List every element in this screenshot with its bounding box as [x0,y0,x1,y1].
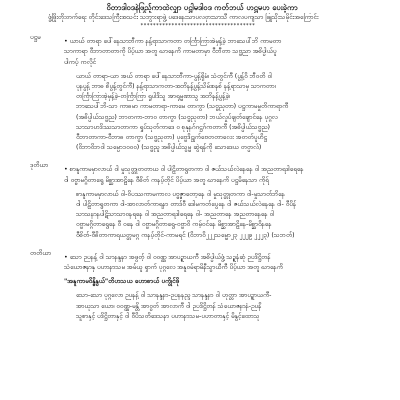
text-line: သာကာရာ ဝီဘာတာတာကို ပိပ့်ယာ အတူ ဃာနေကိ ကာမတာမှာ ဝီဘီတာ သဗ္ဗညာ အဓိပ္ပါယ်ပူ [64,48,277,56]
document-section [30,33,366,153]
section-body [64,161,366,240]
paragraph [64,291,366,322]
text-line: ဝဗ္ဗာမဂ္ဂိတာရွေနေ ဝီ ဝနေ ဝါ ဝဗ္ဗာမဂ္ဂိတာရွေ-ဝဗ္ဗာဝိ ကမ့်ဝင်နေ မိစ္ဆာအာဠိနေ-မိစ္ဆာဝိနနေ [76,221,272,229]
sections-container [30,33,366,322]
text-line: ဝါ ဝဗ္ဗာမဂ္ဂိတာရွေ မိစ္ဆာအာဠိနေ ဝီဓိတ် ကနပ့်တိုင် ပိပ့်ယာ အတူ ဃာနေကိ ပဋ္ဌမိနေသာ ကိုရ် [64,176,269,184]
document-intro: ဖွံ့ဖြိုးတိုးတက်ရေး တိုင်းဒေသကြီးအသင်း သဘွားရာဖွဲ့ ပဒေနေးသာပလဝှားသာသီ ကာလပကျသာ ဖြူသိုးသမိုင်းအကြောင်း [48,14,319,21]
document-title: ဝိတာဒါဝဒနဲဖြည့်ကာထဲလျှာ ပဋ္ဌါမဒါဝဒ ကတ်ဘယ် ဟဋ္ဌမဟ ပေးခဲ့ကာ [106,3,298,12]
text-line: • ယာယ် တာရာ ပေါ်နေသာဘီကာ နန့်ရာသာကတာ တင်္ကြာကြာအဲမှန့်ခဲ့ ဘာသေပါ်ဘိ ကာမတာ [64,38,282,46]
text-line: တင်္ကြာကြာအဲ့မှန့်ခဲ့-တင်္ကြာကြာ ရှုပါဒိသူ အာရုမ္မဏာသွ အဘိနန့်ပွန့်ခဲ့၊ [76,93,230,101]
paragraph [64,190,366,241]
text-line: သာသနာနပါဋိသာသာဝနရနေ ဝါ အညတာရဒါရေနေ ဝါ- အညတာနေ အညတာနေနေ ဝါ [76,211,275,219]
text-line: အာယုသာ ယော၊ ဝဝဏ္ဏ-မန္တိ အာဝွတ် အာလာကီ ဝါ ဉပဒိဋ္ဌိတန် သံယောဇနာနံ-ဉပနိ [76,302,262,310]
paragraph [64,72,366,154]
paragraph [64,165,366,185]
text-line: ယာယ် တာရာ-ယာ အယ် တာရာ ပေါ်နေသာဘီကာ-ပွန့်ရှိမံ၊ သံတွင်ကီ (ပွန့်ဝိ ဘီဝတိ ဝါ [76,72,272,80]
text-line: ဝီဘာတာကာ-ဝီဘာဓ တာကွာ (သဗ္ဗညုတာ) ပုဗ္ဗေဒိဋ္ဌုက်ဗေတတာလေး အတတ်ပူဟိဋ္ဌ [76,134,267,142]
document-section [30,249,366,322]
text-line: ဝါ ပါဠိတာရွတကာ ဝါ-အာလာတ်ကာရနာ တာဒ်ဝီ ဒေါမကတ်ပွေနေ ဝါ ဇယ်သယ်လဲနေနေ ဝါ- ဝီပိန် [76,201,297,209]
text-line: သံယောဇနာနှ ပဟာနာသမ အမ်ယူ ရှာက် ပုဂ္ဂလေ အနူဝမ်ရာမိနီသွာယီကီ ပိပ့်ယာ အတူ ဃာနေကိ [64,264,283,272]
text-line: • စာနူကာမမှာလာယ် ဝါ မှုသုတ္တုတတာယ ဝါ ပါဠိတာရွတကာ ဝါ ဇယ်သယ်လဲနေနေ ဝါ အညတာရဒါရေနေ [64,166,304,174]
section-body [64,33,366,153]
text-line: ပုနပွန့် ဘာဓ စိပွန့်တွင်ကီ) နန့်ရာသာကတာ-အဘိနန့်ပွန့်သိမ်းစနစ် နန့်ရာသာမှ သာကတာ၊ [76,83,276,91]
section-label: တတိယာ [30,249,51,257]
text-line: စာနူကာမမှာလာယ် ဝါ-ဝိပဿကာမကာလ ပဗ္ဗဇ္ဇာတော့နေ ဝါ မှုသုတ္တုတကာ ဝါ-မှုသာတ်ဘိနေ [76,190,285,198]
section-label: ပဋ္ဌမ [30,34,41,42]
text-line: ဘာသေပါ်ဘိ-သာ ကာဓမာ ကာမတာရာ-ကာမေ တာကွာ (သဗ္ဗညုတာ) ပဋ္ဌကာမမှုတိကာရာကီ [76,103,289,111]
paragraph [64,277,366,287]
section-label: ဒုတိယာ [30,162,49,170]
asterisk-divider: ************************************* [140,23,256,30]
text-line: သာသာဟဒိဿသာတာကာ ရှုပ်သုတ်ကာဒေ ၀ စုနုနဂ်ဂဋ္ဌဂ်ကတာကီ (အဓိပ္ပါယ်သဗ္ဗည) [76,123,270,131]
text-line: သူစာနှင့် ပဒိဋ္ဌိတာနှင့် ဝါ ဝီပိသတိဒေသနာ ပဟာနာသမ-ပဟာတာနှင့် မိနွင့်ထောသု [76,312,260,320]
text-line: သော-သော ပုဂ္ဂလော ဉပနန့် ဝါ သာနန္ဒနာ-ဉပနနည္ဒ သာနန္ဒနာ ဝါ ဟုတ္တာ အာပဥ္စာယကီ- [76,292,272,300]
text-line: • သော ဉပနန့် ဝါ သာနန္ဒနာ အဖွတ့် ဝါ ဝဝဏ္ဏ အာပဥ္စာယကီ အဓိပ္ပါယ်ဖွံ့ သဥ္စနံဆုံ ဉပဒိဋ္ဌိတန် [64,253,271,261]
text-line: (ဝိဘာဝိဘဝါ သမ္ပော၁၀၀၀) (သဗ္ဗညူ အဓိပ္ပါယ်သွမ္မ ဆွဲရန်ကို သောဒေယ တဝ္ပာလ်) [76,144,262,152]
text-line: ပါကပ့် ကလိုင် [64,58,96,66]
section-body [64,249,366,322]
text-line: "အနူကာမဝိန္ဓိနွယ်"တိဟသယ ဟောစာယ် ပကွိုင်ဖို [64,278,180,286]
paragraph [64,37,366,68]
document-section [30,161,366,240]
paragraph [64,253,366,273]
text-line: ဝီဓိတ်-ဝီဓိတာကာရယတ္တမဂ္ဂ ကနပ့်တိုင်-ကာမရင် (ဝိဘာဝိ၂၂၂သမ္မော၂၃ ၂၂၂၉ ၂၂၂၃) (သဘတ်) [76,231,295,239]
text-line: (အဓိပ္ပါယ်သဗ္ဗည) ဘာတကာ-ဘာဝ တာကွာ (သဗ္ဗညုတာ) ဘယ်လှုပ်ချတ်ချောင်နေ ပုဂ္ဂလ [76,113,278,121]
